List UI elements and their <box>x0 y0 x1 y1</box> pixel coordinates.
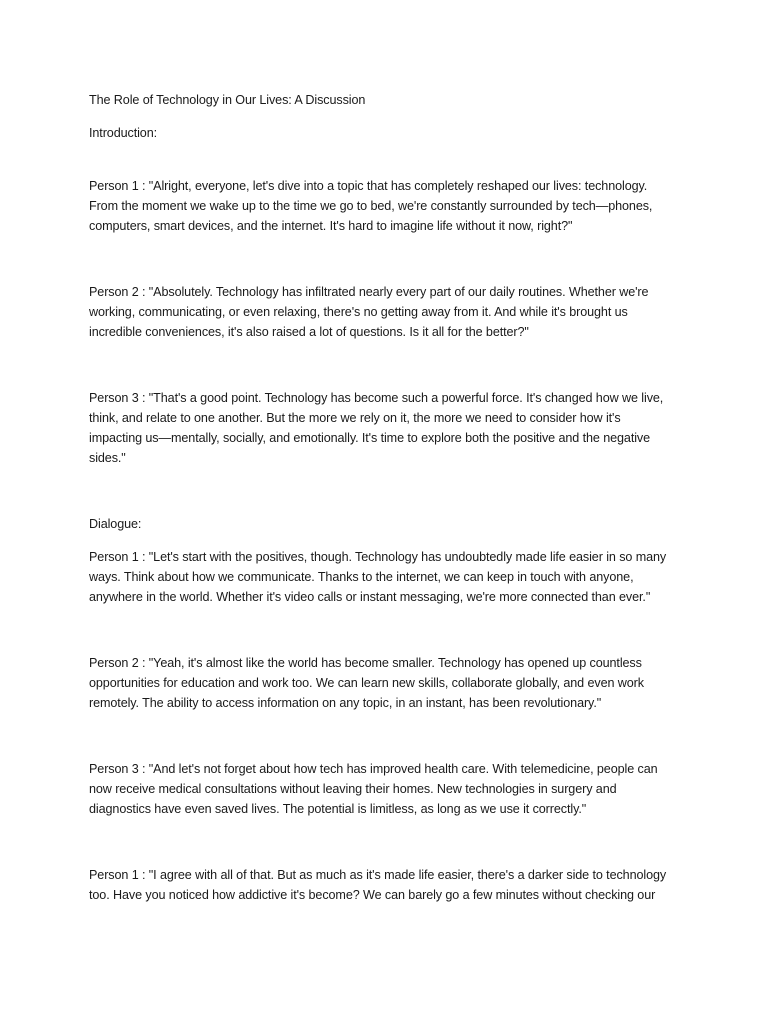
dialogue-paragraph <box>89 547 682 607</box>
intro-heading: Introduction: <box>89 126 158 140</box>
paragraph-line: Person 2 : "Yeah, it's almost like the world has become smaller. Technology has opened up countless <box>89 656 642 670</box>
dialogue-paragraph <box>89 653 682 713</box>
document-title: The Role of Technology in Our Lives: A Discussion <box>89 93 366 107</box>
paragraph-line: now receive medical consultations without leaving their homes. New technologies in surgery and <box>89 782 617 796</box>
intro-paragraph <box>89 282 682 342</box>
dialogue-paragraph <box>89 865 682 905</box>
paragraph-line: Person 3 : "And let's not forget about how tech has improved health care. With telemedicine, people can <box>89 762 658 776</box>
paragraph-line: impacting us—mentally, socially, and emotionally. It's time to explore both the positive and the negative <box>89 431 651 445</box>
paragraph-line: opportunities for education and work too. We can learn new skills, collaborate globally, and even work <box>89 676 644 690</box>
paragraph-line: ways. Think about how we communicate. Thanks to the internet, we can keep in touch with anyone, <box>89 570 634 584</box>
paragraph-line: diagnostics have even saved lives. The potential is limitless, as long as we use it correctly." <box>89 802 587 816</box>
dialogue-paragraph <box>89 759 682 819</box>
paragraph-line: From the moment we wake up to the time we go to bed, we're constantly surrounded by tech—phones, <box>89 199 653 213</box>
paragraph-line: Person 1 : "Let's start with the positives, though. Technology has undoubtedly made life easier in so many <box>89 550 667 564</box>
paragraph-line: remotely. The ability to access information on any topic, in an instant, has been revolutionary." <box>89 696 602 710</box>
intro-paragraph <box>89 388 682 468</box>
paragraph-line: working, communicating, or even relaxing, there's no getting away from it. And while it's brought us <box>89 305 628 319</box>
paragraph-line: computers, smart devices, and the internet. It's hard to imagine life without it now, right?" <box>89 219 573 233</box>
paragraph-line: Person 1 : "I agree with all of that. But as much as it's made life easier, there's a darker side to technology <box>89 868 667 882</box>
paragraph-line: too. Have you noticed how addictive it's become? We can barely go a few minutes without checking our <box>89 888 656 902</box>
intro-paragraph <box>89 176 682 236</box>
paragraph-line: anywhere in the world. Whether it's video calls or instant messaging, we're more connected than ever." <box>89 590 651 604</box>
paragraph-line: Person 3 : "That's a good point. Technology has become such a powerful force. It's changed how we live, <box>89 391 664 405</box>
paragraph-line: Person 1 : "Alright, everyone, let's dive into a topic that has completely reshaped our lives: technology. <box>89 179 648 193</box>
paragraph-line: sides." <box>89 451 126 465</box>
paragraph-line: think, and relate to one another. But the more we rely on it, the more we need to consider how it's <box>89 411 621 425</box>
paragraph-line: incredible conveniences, it's also raised a lot of questions. Is it all for the better?" <box>89 325 529 339</box>
paragraph-line: Person 2 : "Absolutely. Technology has infiltrated nearly every part of our daily routines. Whether we're <box>89 285 649 299</box>
dialogue-heading: Dialogue: <box>89 517 142 531</box>
